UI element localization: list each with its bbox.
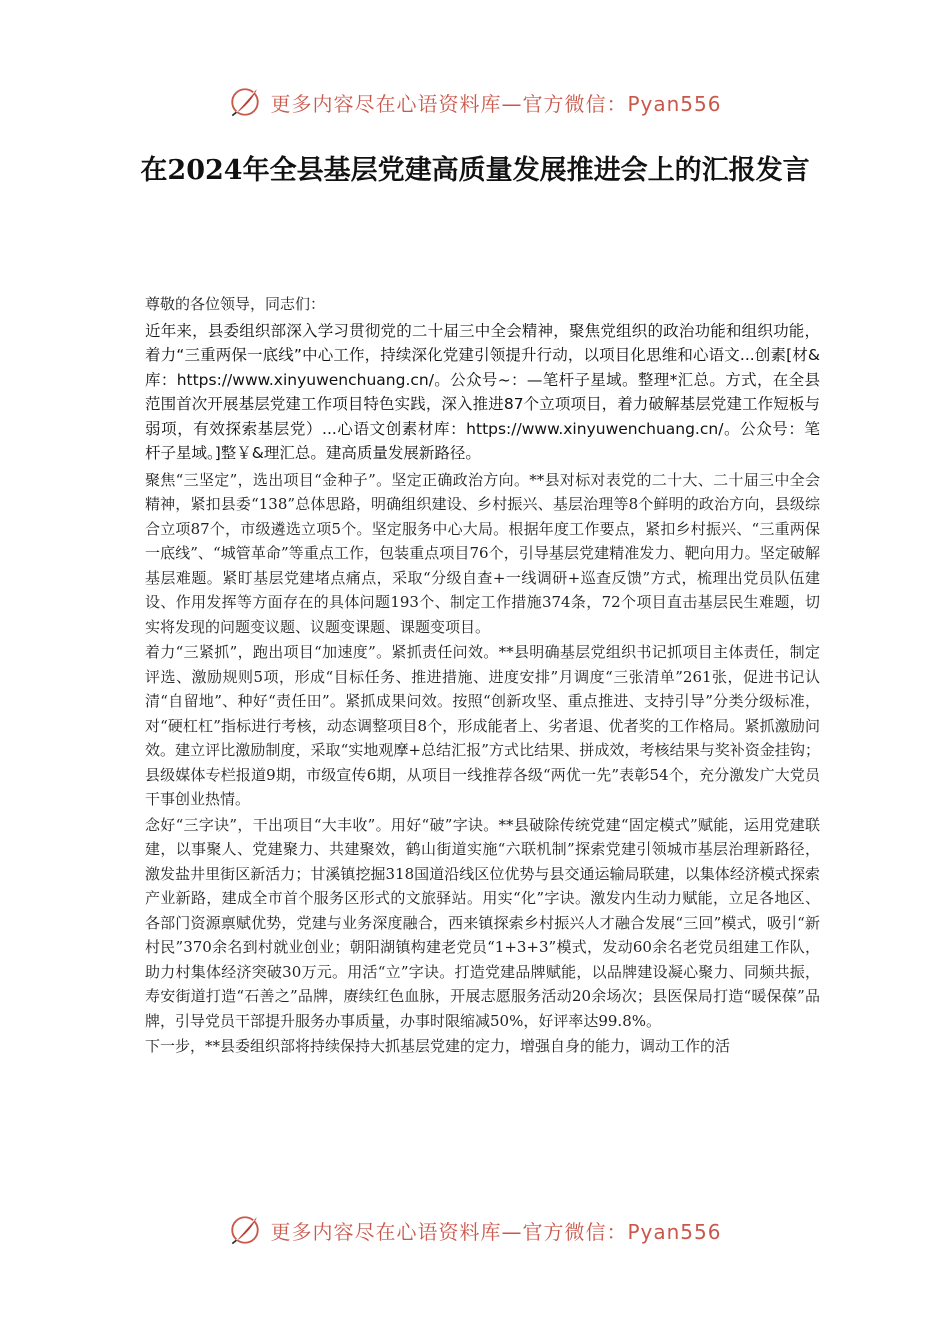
paragraph: 下一步，**县委组织部将持续保持大抓基层党建的定力，增强自身的能力，调动工作的活 — [145, 1037, 731, 1055]
document-body — [145, 292, 820, 1060]
paragraph: 聚焦“三坚定”，选出项目“金种子”。坚定正确政治方向。**县对标对表党的二十大、二十届三中全会精神，紧扣县委“138”总体思路，明确组织建设、乡村振兴、基层治理等8个鲜明的政治方向，县级综合立项87个，市级遴选立项5个。坚定服务中心大局。根据年度工作要点，紧扣乡村振兴、“三重两保一底线”、“城管革命”等重点工作，包装重点项目76个，引导基层党建精准发力、靶向用力。坚定破解基层难题。紧盯基层党建堵点痛点，采取“分级自查+一线调研+巡查反馈”方式，梳理出党员队伍建设、作用发挥等方面存在的具体问题193个、制定工作措施374条，72个项目直击基层民生难题，切实将发现的问题变议题、议题变课题、课题变项目。 — [145, 470, 820, 636]
watermark-text: 更多内容尽在心语资料库—官方微信：Pyan556 — [270, 1219, 722, 1244]
document-title: 在2024年全县基层党建高质量发展推进会上的汇报发言 — [140, 155, 810, 186]
feather-pen-icon — [228, 85, 262, 119]
header-watermark — [0, 80, 950, 124]
lead-paragraph: 近年来，县委组织部深入学习贯彻党的二十届三中全会精神，聚焦党组织的政治功能和组织功能，着力“三重两保一底线”中心工作，持续深化党建引领提升行动，以项目化思维和心语文...创素[材&库：https://www.xinyuwenchuang.cn/。公众号~：—笔杆子星域。整理*汇总。方式，在全县范围首次开展基层党建工作项目特色实践，深入推进87个立项项目，着力破解基层党建工作短板与弱项，有效探索基层党）...心语文创素材库：https://www.xinyuwenchuang.cn/。公众号：笔杆子星域。]整￥&理汇总。建高质量发展新路径。 — [145, 321, 820, 462]
footer-watermark — [0, 1208, 950, 1252]
watermark-text: 更多内容尽在心语资料库—官方微信：Pyan556 — [270, 91, 722, 116]
paragraph: 念好“三字诀”，干出项目“大丰收”。用好“破”字诀。**县破除传统党建“固定模式”赋能，运用党建联建，以事聚人、党建聚力、共建聚效，鹤山街道实施“六联机制”探索党建引领城市基层治理新路径，激发盐井里街区新活力；甘溪镇挖掘318国道沿线区位优势与县交通运输局联建，以集体经济模式探索产业新路，建成全市首个服务区形式的文旅驿站。用实“化”字诀。激发内生动力赋能，立足各地区、各部门资源禀赋优势，党建与业务深度融合，西来镇探索乡村振兴人才融合发展“三回”模式，吸引“新村民”370余名到村就业创业；朝阳湖镇构建老党员“1+3+3”模式，发动60余名老党员组建工作队，助力村集体经济突破30万元。用活“立”字诀。打造党建品牌赋能，以品牌建设凝心聚力、同频共振，寿安街道打造“石善之”品牌，赓续红色血脉，开展志愿服务活动20余场次；县医保局打造“暖保葆”品牌，引导党员干部提升服务办事质量，办事时限缩减50%，好评率达99.8%。 — [145, 815, 820, 1030]
paragraph: 着力“三紧抓”，跑出项目“加速度”。紧抓责任问效。**县明确基层党组织书记抓项目主体责任，制定评选、激励规则5项，形成“目标任务、推进措施、进度安排”月调度“三张清单”261张，促进书记认清“自留地”、种好“责任田”。紧抓成果问效。按照“创新攻坚、重点推进、支持引导”分类分级标准，对“硬杠杠”指标进行考核，动态调整项目8个，形成能者上、劣者退、优者奖的工作格局。紧抓激励问效。建立评比激励制度，采取“实地观摩+总结汇报”方式比结果、拼成效，考核结果与奖补资金挂钩；县级媒体专栏报道9期，市级宣传6期，从项目一线推荐各级“两优一先”表彰54个，充分激发广大党员干事创业热情。 — [145, 643, 820, 808]
salutation: 尊敬的各位领导，同志们： — [145, 295, 326, 313]
feather-pen-icon — [228, 1213, 262, 1247]
